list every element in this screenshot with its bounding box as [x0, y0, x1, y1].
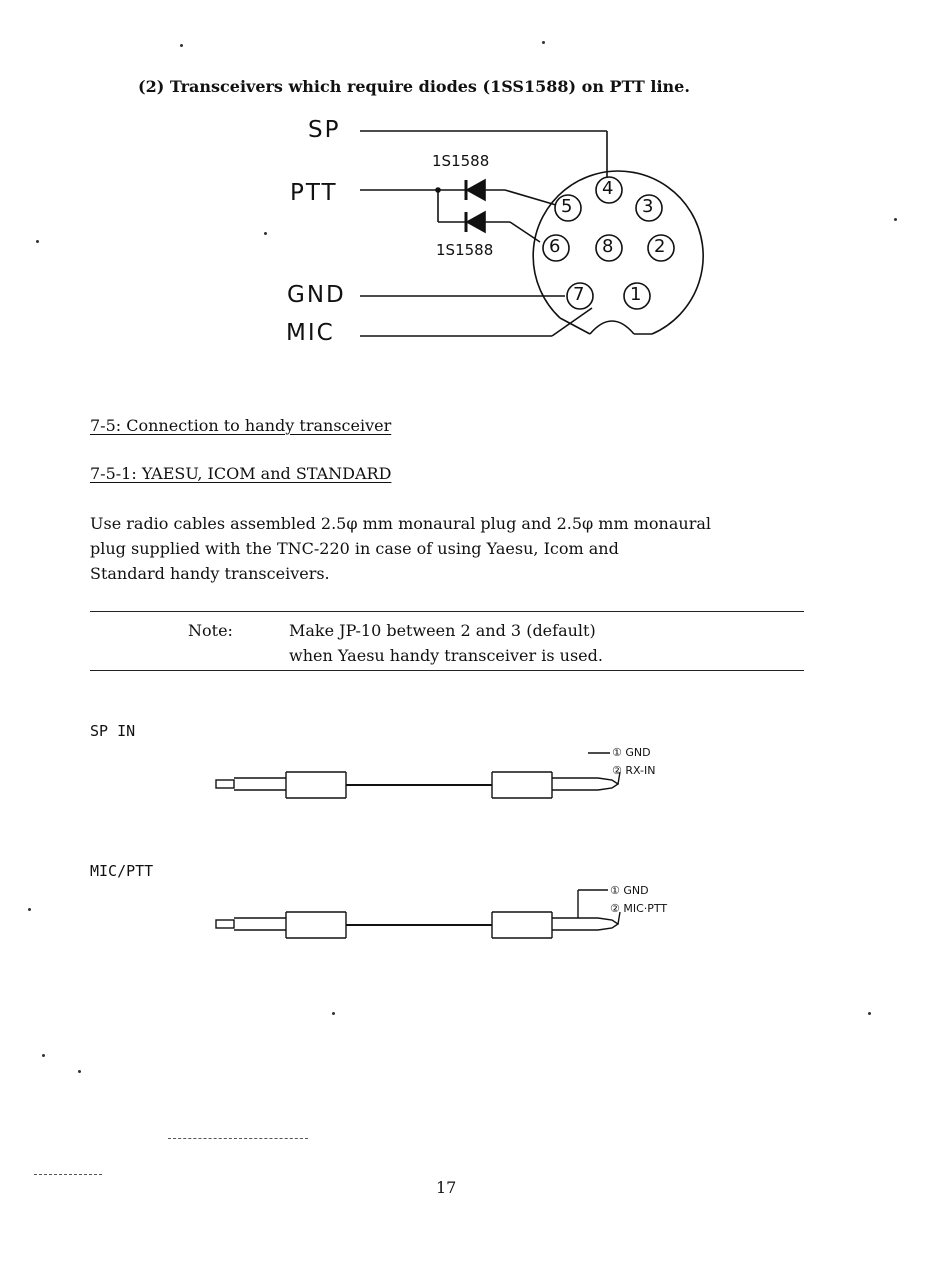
sp-label: SP: [308, 117, 341, 143]
scan-speck: [78, 1070, 81, 1073]
page-number: 17: [436, 1178, 457, 1197]
diode-top-label: 1S1588: [432, 152, 490, 170]
gnd-label: GND: [287, 282, 346, 308]
mic-ptt-label: MIC/PTT: [90, 862, 154, 880]
scan-speck: [28, 908, 31, 911]
scan-speck: [264, 232, 267, 235]
note-label: Note:: [188, 621, 233, 640]
mic-ptt-pin1-label: ① GND: [610, 884, 649, 897]
scan-artifact-line: [168, 1138, 308, 1139]
sp-in-label: SP IN: [90, 722, 136, 740]
pin-1: 1: [630, 284, 642, 305]
pin-3: 3: [642, 196, 654, 217]
diode-top: [467, 180, 485, 200]
note-bottom-rule: [90, 670, 804, 671]
pin-8: 8: [602, 236, 614, 257]
mic-label: MIC: [286, 320, 335, 346]
note-top-rule: [90, 611, 804, 612]
body-paragraph: [90, 511, 804, 586]
mic-ptt-pin2-label: ② MIC·PTT: [610, 902, 668, 915]
diode-bottom: [467, 212, 485, 232]
scan-speck: [894, 218, 897, 221]
scan-speck: [42, 1054, 45, 1057]
body-line-1: Use radio cables assembled 2.5φ mm monaural plug and 2.5φ mm monaural: [90, 514, 711, 533]
pin-6: 6: [549, 236, 561, 257]
pin-7: 7: [573, 284, 585, 305]
body-line-2: plug supplied with the TNC-220 in case of using Yaesu, Icom and: [90, 539, 619, 558]
scan-speck: [542, 41, 545, 44]
scan-speck: [180, 44, 183, 47]
sp-in-pin2-label: ② RX-IN: [612, 764, 656, 777]
scan-speck: [868, 1012, 871, 1015]
scan-artifact-line: [34, 1174, 102, 1175]
scan-speck: [36, 240, 39, 243]
pin-4: 4: [602, 178, 614, 199]
heading-7-5: 7-5: Connection to handy transceiver: [90, 416, 392, 435]
heading-7-5-1: 7-5-1: YAESU, ICOM and STANDARD: [90, 464, 392, 483]
pin-5: 5: [561, 196, 573, 217]
diode-bottom-label: 1S1588: [436, 241, 494, 259]
ptt-label: PTT: [290, 180, 338, 206]
note-line-2: when Yaesu handy transceiver is used.: [289, 646, 603, 665]
connector-diagram: [0, 0, 952, 400]
pin-2: 2: [654, 236, 666, 257]
sp-in-pin1-label: ① GND: [612, 746, 651, 759]
note-line-1: Make JP-10 between 2 and 3 (default): [289, 621, 596, 640]
section-intro: (2) Transceivers which require diodes (1SS1588) on PTT line.: [138, 77, 690, 96]
scan-speck: [332, 1012, 335, 1015]
body-line-3: Standard handy transceivers.: [90, 564, 330, 583]
